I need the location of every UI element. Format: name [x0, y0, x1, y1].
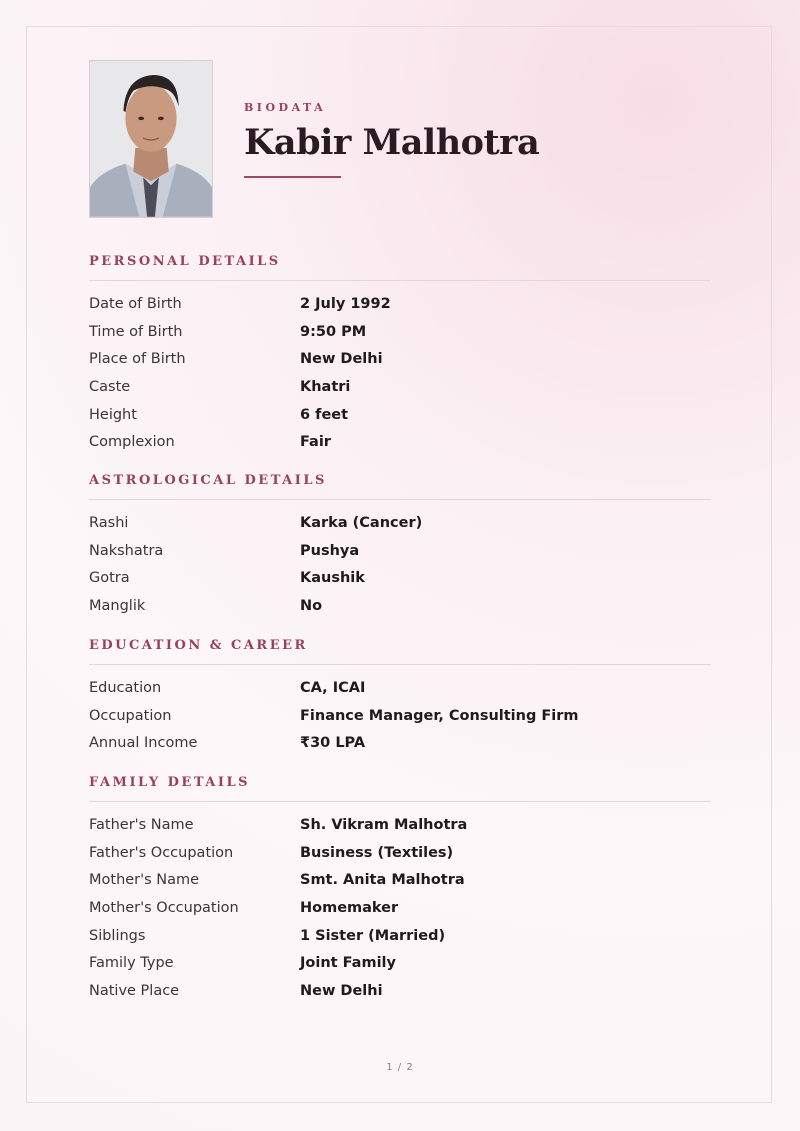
detail-value: Pushya: [300, 542, 360, 559]
detail-row-annual-income: [89, 729, 711, 757]
detail-value: Fair: [300, 434, 331, 451]
section-divider: [89, 280, 711, 281]
document-eyebrow: BIODATA: [244, 101, 327, 114]
detail-value: Khatri: [300, 378, 351, 395]
page-number: 1 / 2: [386, 1062, 414, 1073]
detail-value: Finance Manager, Consulting Firm: [300, 707, 579, 724]
detail-value: Kaushik: [300, 570, 365, 587]
section-education-career: [89, 637, 711, 757]
detail-row-date-of-birth: [89, 290, 711, 318]
detail-value: New Delhi: [300, 982, 383, 999]
section-family-details: [89, 774, 711, 1005]
section-title: PERSONAL DETAILS: [89, 254, 281, 269]
detail-label: Caste: [89, 378, 131, 395]
detail-row-time-of-birth: [89, 318, 711, 346]
detail-row-nakshatra: [89, 537, 711, 565]
detail-row-occupation: [89, 702, 711, 730]
detail-label: Height: [89, 406, 137, 423]
detail-value: Business (Textiles): [300, 844, 454, 861]
detail-value: 9:50 PM: [300, 323, 367, 340]
detail-row-fathers-name: [89, 811, 711, 839]
detail-value: CA, ICAI: [300, 679, 366, 696]
detail-label: Mother's Name: [89, 872, 200, 889]
detail-value: New Delhi: [300, 351, 383, 368]
section-title: EDUCATION & CAREER: [89, 638, 308, 653]
detail-row-mothers-occupation: [89, 894, 711, 922]
detail-label: Date of Birth: [89, 295, 182, 312]
detail-label: Occupation: [89, 707, 172, 724]
section-divider: [89, 664, 711, 665]
detail-label: Native Place: [89, 982, 180, 999]
section-divider: [89, 499, 711, 500]
detail-value: Homemaker: [300, 899, 399, 916]
detail-value: No: [300, 597, 323, 614]
detail-value: 2 July 1992: [300, 295, 391, 312]
detail-label: Family Type: [89, 955, 174, 972]
detail-row-fathers-occupation: [89, 839, 711, 867]
detail-label: Annual Income: [89, 735, 198, 752]
detail-value: 6 feet: [300, 406, 349, 423]
detail-label: Siblings: [89, 927, 146, 944]
detail-label: Gotra: [89, 570, 130, 587]
detail-label: Place of Birth: [89, 351, 186, 368]
section-title: FAMILY DETAILS: [89, 775, 250, 790]
detail-label: Manglik: [89, 597, 146, 614]
detail-row-siblings: [89, 922, 711, 950]
detail-label: Complexion: [89, 434, 175, 451]
detail-label: Mother's Occupation: [89, 899, 239, 916]
section-divider: [89, 801, 711, 802]
detail-value: ₹30 LPA: [300, 735, 366, 752]
detail-row-height: [89, 401, 711, 429]
detail-row-mothers-name: [89, 866, 711, 894]
detail-row-rashi: [89, 509, 711, 537]
detail-label: Education: [89, 679, 162, 696]
detail-row-education: [89, 674, 711, 702]
detail-value: Sh. Vikram Malhotra: [300, 816, 468, 833]
name-underline: [244, 176, 341, 178]
section-title: ASTROLOGICAL DETAILS: [89, 473, 327, 488]
detail-row-family-type: [89, 949, 711, 977]
section-astrological-details: [89, 472, 711, 620]
detail-row-manglik: [89, 592, 711, 620]
detail-label: Father's Name: [89, 816, 194, 833]
profile-photo: [89, 60, 213, 218]
detail-label: Rashi: [89, 514, 129, 531]
detail-row-place-of-birth: [89, 345, 711, 373]
detail-value: Smt. Anita Malhotra: [300, 872, 465, 889]
detail-row-gotra: [89, 564, 711, 592]
detail-value: 1 Sister (Married): [300, 927, 446, 944]
detail-row-complexion: [89, 428, 711, 456]
detail-row-native-place: [89, 977, 711, 1005]
detail-value: Joint Family: [300, 955, 396, 972]
detail-label: Nakshatra: [89, 542, 164, 559]
detail-label: Father's Occupation: [89, 844, 234, 861]
detail-label: Time of Birth: [89, 323, 183, 340]
detail-value: Karka (Cancer): [300, 514, 423, 531]
candidate-name: Kabir Malhotra: [244, 122, 540, 163]
section-personal-details: [89, 253, 711, 456]
detail-row-caste: [89, 373, 711, 401]
